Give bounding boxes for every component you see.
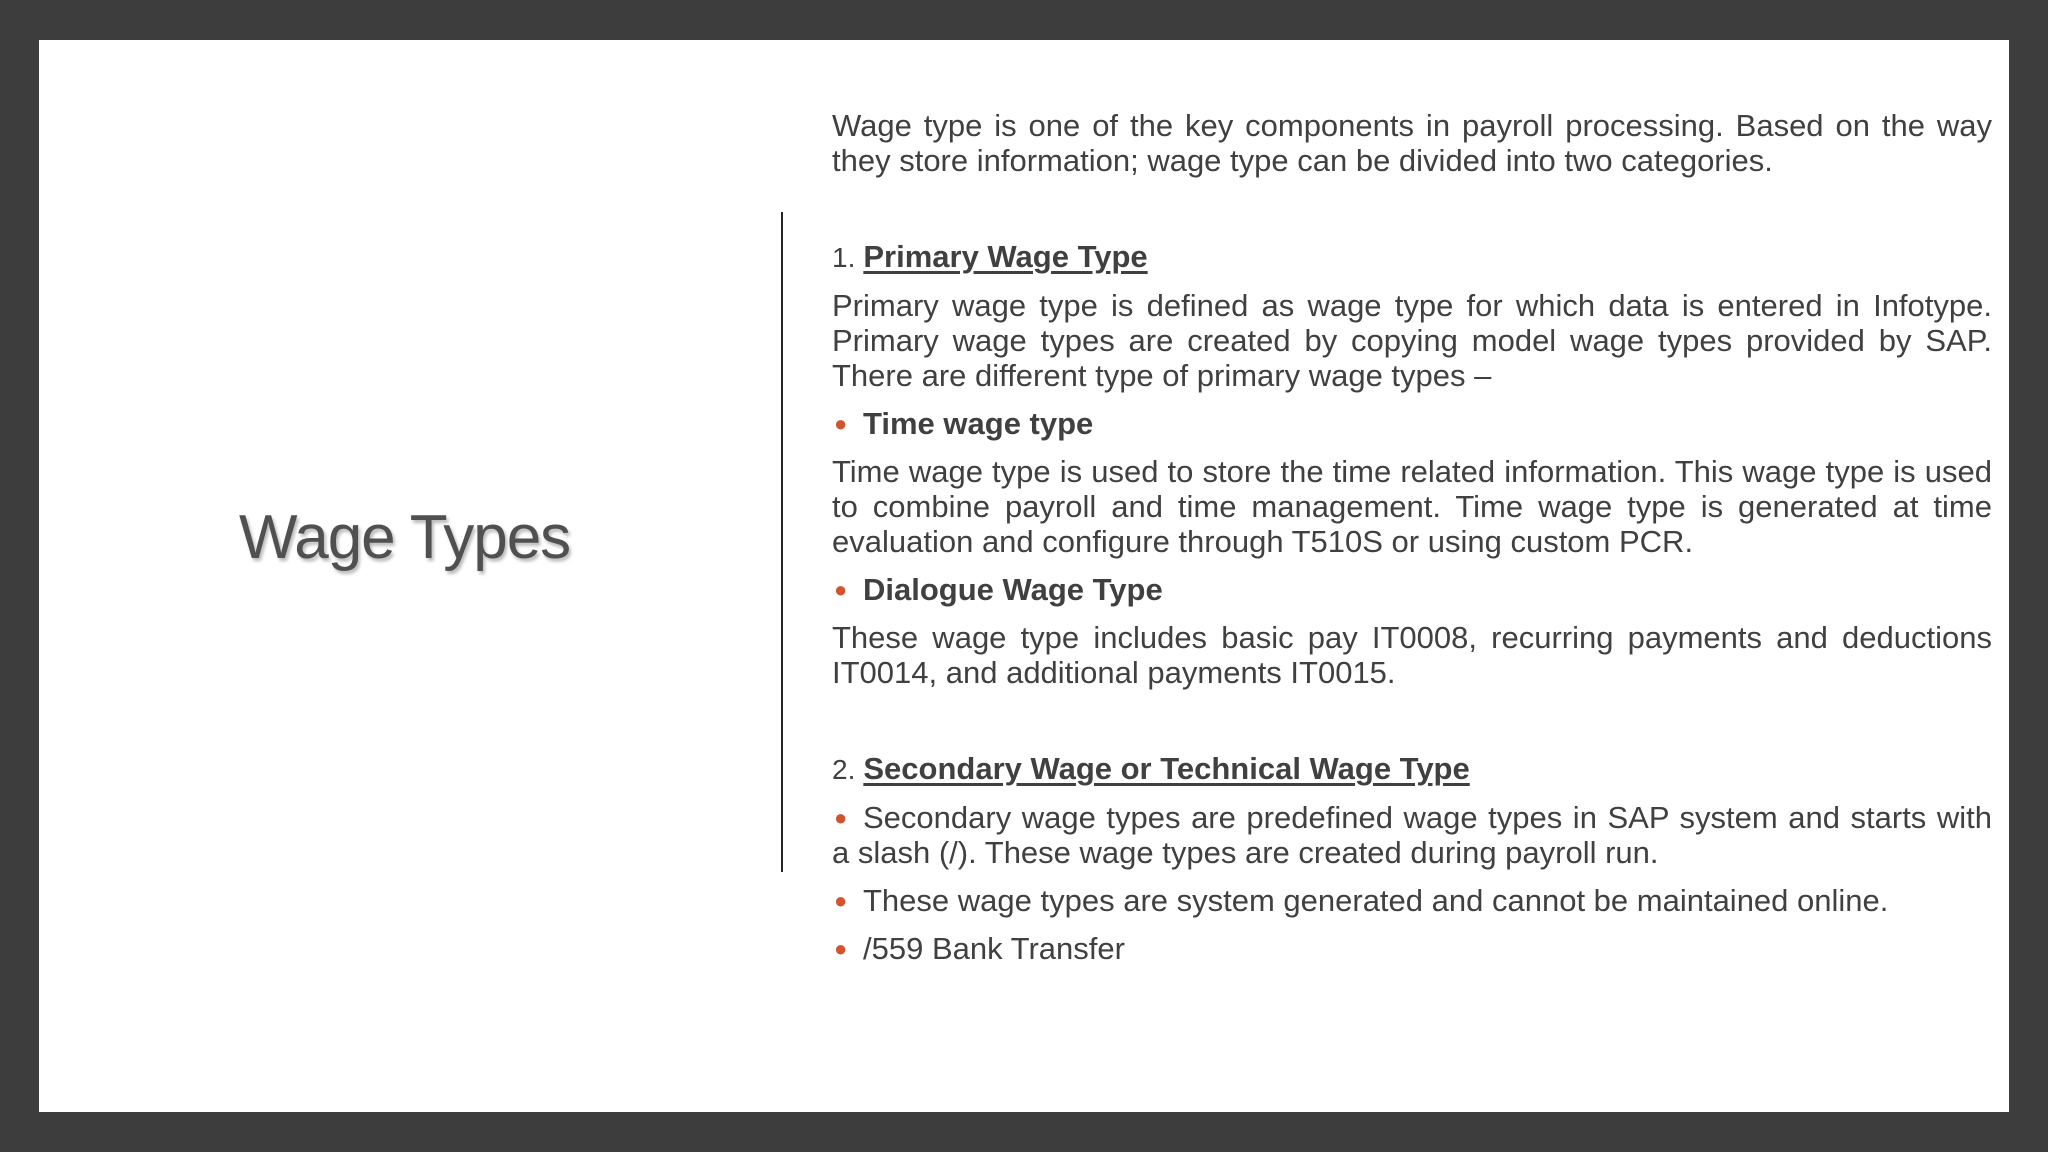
subtype-bullet-dialogue <box>832 572 1992 607</box>
bullet-dot-icon: ● <box>834 888 848 913</box>
section2-bullet <box>832 883 1992 918</box>
section2-bullet-text: Secondary wage types are predefined wage types in SAP system and starts with a slash (/). These wage types are created during payroll run. <box>832 800 1992 870</box>
vertical-divider <box>781 212 783 872</box>
bullet-dot-icon: ● <box>834 577 848 602</box>
subtype-bullet-time <box>832 406 1992 441</box>
section2-bullet <box>832 800 1992 870</box>
section1-number: 1. <box>832 242 856 273</box>
slide-content <box>832 108 1992 966</box>
intro-paragraph: Wage type is one of the key components in payroll processing. Based on the way they store information; wage type can be divided into two categories. <box>832 108 1992 178</box>
subtype-description-time: Time wage type is used to store the time related information. This wage type is used to combine payroll and time management. Time wage type is generated at time evaluation and configure through T510S or using custom PCR. <box>832 454 1992 559</box>
section2-bullet-text: These wage types are system generated and cannot be maintained online. <box>863 883 1889 918</box>
bullet-dot-icon: ● <box>834 936 848 961</box>
section2-heading <box>832 751 1992 787</box>
section1-description: Primary wage type is defined as wage type for which data is entered in Infotype. Primary wage types are created by copying model wage types provided by SAP. There are different type of primary wage types – <box>832 288 1992 393</box>
subtype-description-dialogue: These wage type includes basic pay IT0008, recurring payments and deductions IT0014, and additional payments IT0015. <box>832 620 1992 690</box>
section2-heading-text: Secondary Wage or Technical Wage Type <box>863 751 1470 786</box>
section1-heading <box>832 239 1992 275</box>
slide-title: Wage Types <box>239 503 571 572</box>
section1-heading-text: Primary Wage Type <box>863 239 1148 274</box>
subtype-name: Dialogue Wage Type <box>863 572 1163 607</box>
subtype-name: Time wage type <box>863 406 1094 441</box>
section2-bullet-text: /559 Bank Transfer <box>863 931 1125 966</box>
section2-bullet <box>832 931 1992 966</box>
slide <box>39 40 2009 1112</box>
section2-number: 2. <box>832 754 856 785</box>
bullet-dot-icon: ● <box>834 411 848 436</box>
bullet-dot-icon: ● <box>834 805 848 830</box>
